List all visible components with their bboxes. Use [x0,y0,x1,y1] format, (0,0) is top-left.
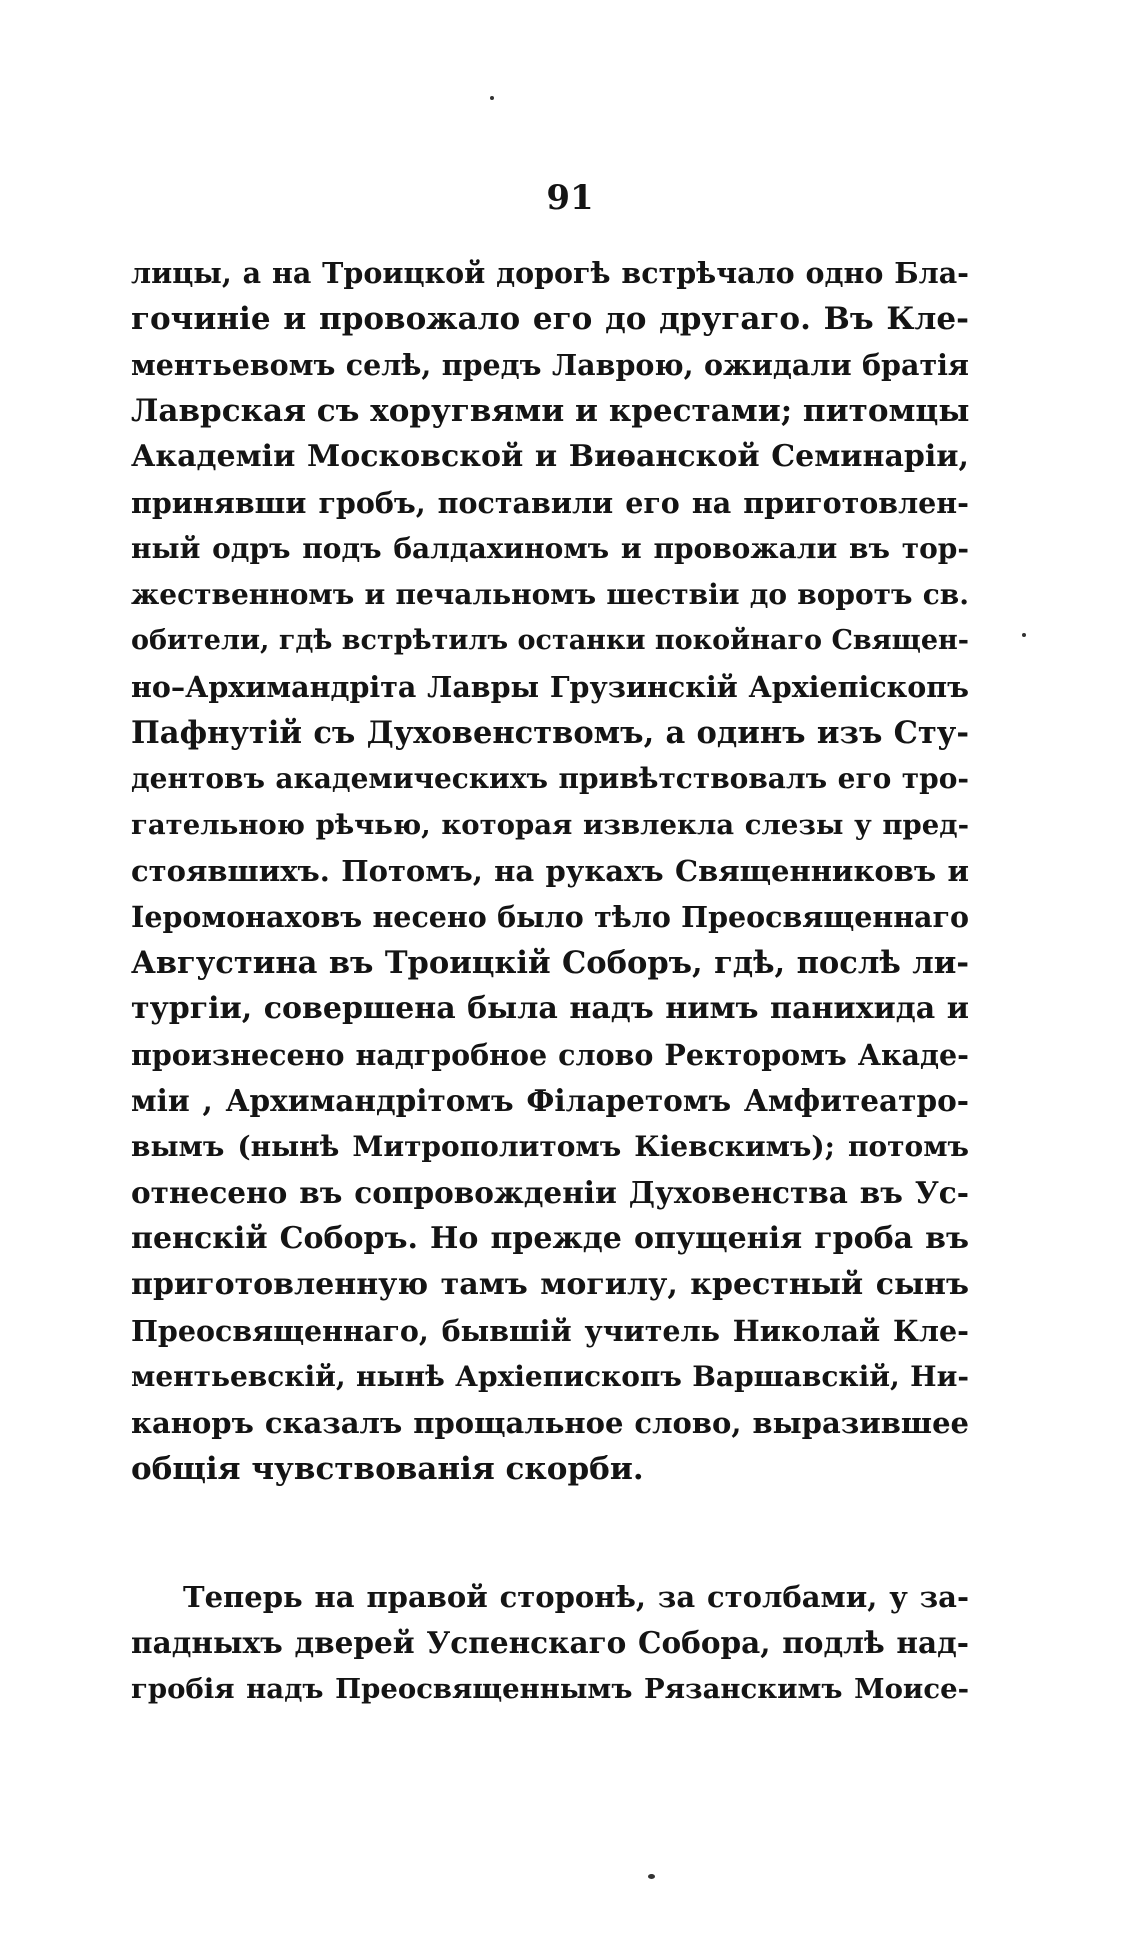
text-line: гробія надъ Преосвященнымъ Рязанскимъ Моисе- [131,1673,969,1705]
text-line: но–Архимандріта Лавры Грузинскій Архіепіскопъ [131,670,969,704]
text-line: стоявшихъ. Потомъ, на рукахъ Священниковъ и [131,854,969,888]
text-line: произнесено надгробное слово Ректоромъ Акаде- [131,1038,969,1072]
text-line: обители, гдѣ встрѣтилъ останки покойнаго Священ- [131,625,969,656]
text-line: ментьевомъ селѣ, предъ Лаврою, ожидали братія [131,348,969,382]
text-line: міи , Архимандрітомъ Філаретомъ Амфитеатро- [131,1083,969,1118]
text-line: приготовленную тамъ могилу, крестный сынъ [131,1267,969,1302]
print-speck [648,1874,655,1879]
text-line: общія чувствованія скорби. [131,1451,644,1487]
page-number: 91 [546,178,594,218]
text-line: вымъ (нынѣ Митрополитомъ Кіевскимъ); потомъ [131,1130,969,1163]
paragraph-1 [131,250,969,1492]
text-line: отнесено въ сопровожденіи Духовенства въ Ус- [131,1175,969,1210]
text-line: Іеромонаховъ несено было тѣло Преосвященнаго [131,900,969,934]
text-line: Лаврская съ хоругвями и крестами; питомцы [131,393,969,429]
text-line: пенскій Соборъ. Но прежде опущенія гроба въ [131,1221,969,1256]
text-line: каноръ сказалъ прощальное слово, выразившее [131,1406,969,1440]
text-line: жественномъ и печальномъ шествіи до воротъ св. [131,578,969,611]
print-speck [1022,633,1026,637]
text-line: Теперь на правой сторонѣ, за столбами, у за- [183,1580,969,1614]
text-line: ный одръ подъ балдахиномъ и провожали въ тор- [131,532,969,565]
text-line: Академіи Московской и Виѳанской Семинаріи, [131,439,969,474]
text-line: Преосвященнаго, бывшій учитель Николай Кле- [131,1314,969,1348]
text-line: ментьевскій, нынѣ Архіепископъ Варшавскій, Ни- [131,1360,969,1393]
text-line: Пафнутій съ Духовенствомъ, а одинъ изъ Сту- [131,715,969,751]
text-line: лицы, а на Троицкой дорогѣ встрѣчало одно Бла- [131,256,969,290]
text-line: принявши гробъ, поставили его на приготовлен- [131,486,969,520]
text-line: дентовъ академическихъ привѣтствовалъ его тро- [131,762,969,795]
text-line: Августина въ Троицкій Соборъ, гдѣ, послѣ ли- [131,945,969,981]
text-line: гательною рѣчью, которая извлекла слезы у пред- [131,809,969,841]
text-line: тургіи, совершена была надъ нимъ панихида и [131,991,969,1026]
print-speck [490,96,494,100]
paragraph-2 [131,1574,969,1712]
text-line: падныхъ дверей Успенскаго Собора, подлѣ над- [131,1625,969,1660]
text-line: гочиніе и провожало его до другаго. Въ Кле- [131,301,969,337]
